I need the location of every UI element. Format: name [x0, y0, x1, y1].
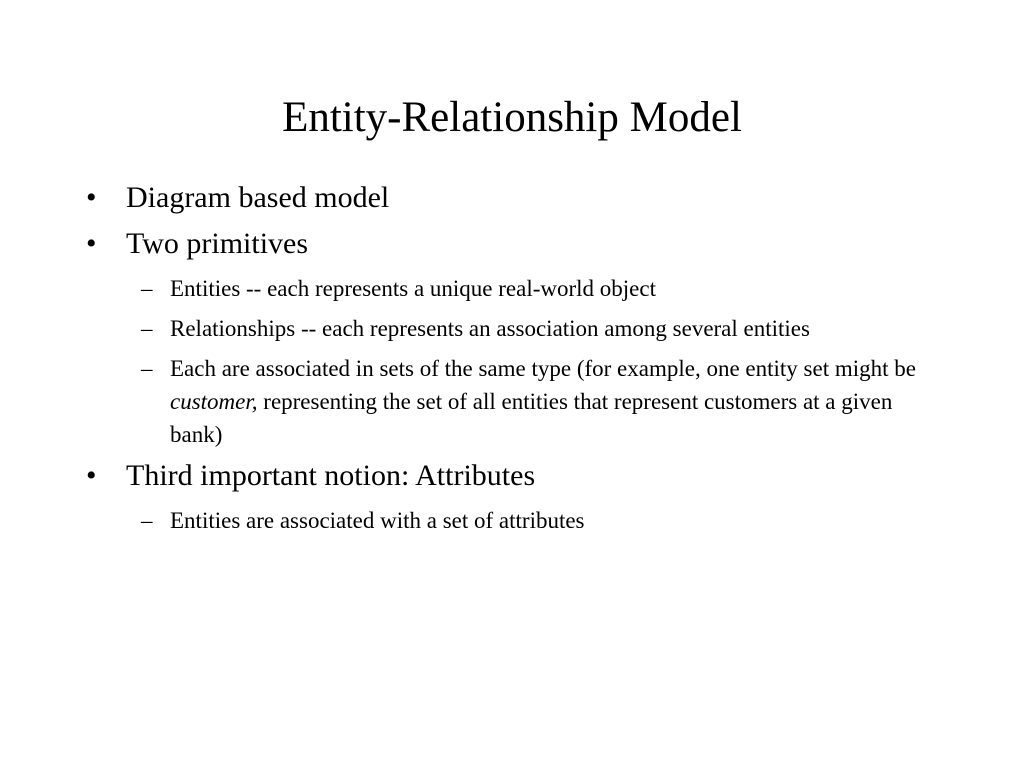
sub-bullet-text: Entities -- each represents a unique real-world object: [170, 276, 656, 301]
dash-marker: –: [141, 508, 153, 533]
bullet-item: [0, 180, 1024, 216]
bullet-item: [0, 458, 1024, 494]
bullet-marker: •: [86, 181, 97, 214]
bullet-item: [0, 226, 1024, 262]
dash-marker: –: [141, 316, 153, 341]
sub-bullet-text: Relationships -- each represents an association among several entities: [170, 316, 810, 341]
sub-bullet-text: [170, 356, 916, 447]
bullet-marker: •: [86, 227, 97, 260]
bullet-text: Diagram based model: [126, 181, 390, 214]
slide-body: [0, 180, 1024, 544]
bullet-text: Third important notion: Attributes: [126, 459, 536, 492]
dash-marker: –: [141, 276, 153, 301]
sub-bullet-text: Entities are associated with a set of attributes: [170, 508, 585, 533]
bullet-marker: •: [86, 459, 97, 492]
italic-term-customer: customer,: [170, 389, 258, 414]
dash-marker: –: [141, 356, 153, 381]
sub-bullet-text-start: Each are associated in sets of the same type (for example, one entity set might be: [170, 356, 916, 381]
sub-bullet-item: [0, 312, 1024, 345]
slide-title: Entity-Relationship Model: [282, 94, 742, 141]
sub-bullet-item: [0, 352, 1024, 451]
bullet-text: Two primitives: [126, 227, 309, 260]
sub-bullet-item: [0, 504, 1024, 537]
sub-bullet-text-end: representing the set of all entities that represent customers at a given bank): [170, 389, 893, 447]
sub-bullet-item: [0, 272, 1024, 305]
